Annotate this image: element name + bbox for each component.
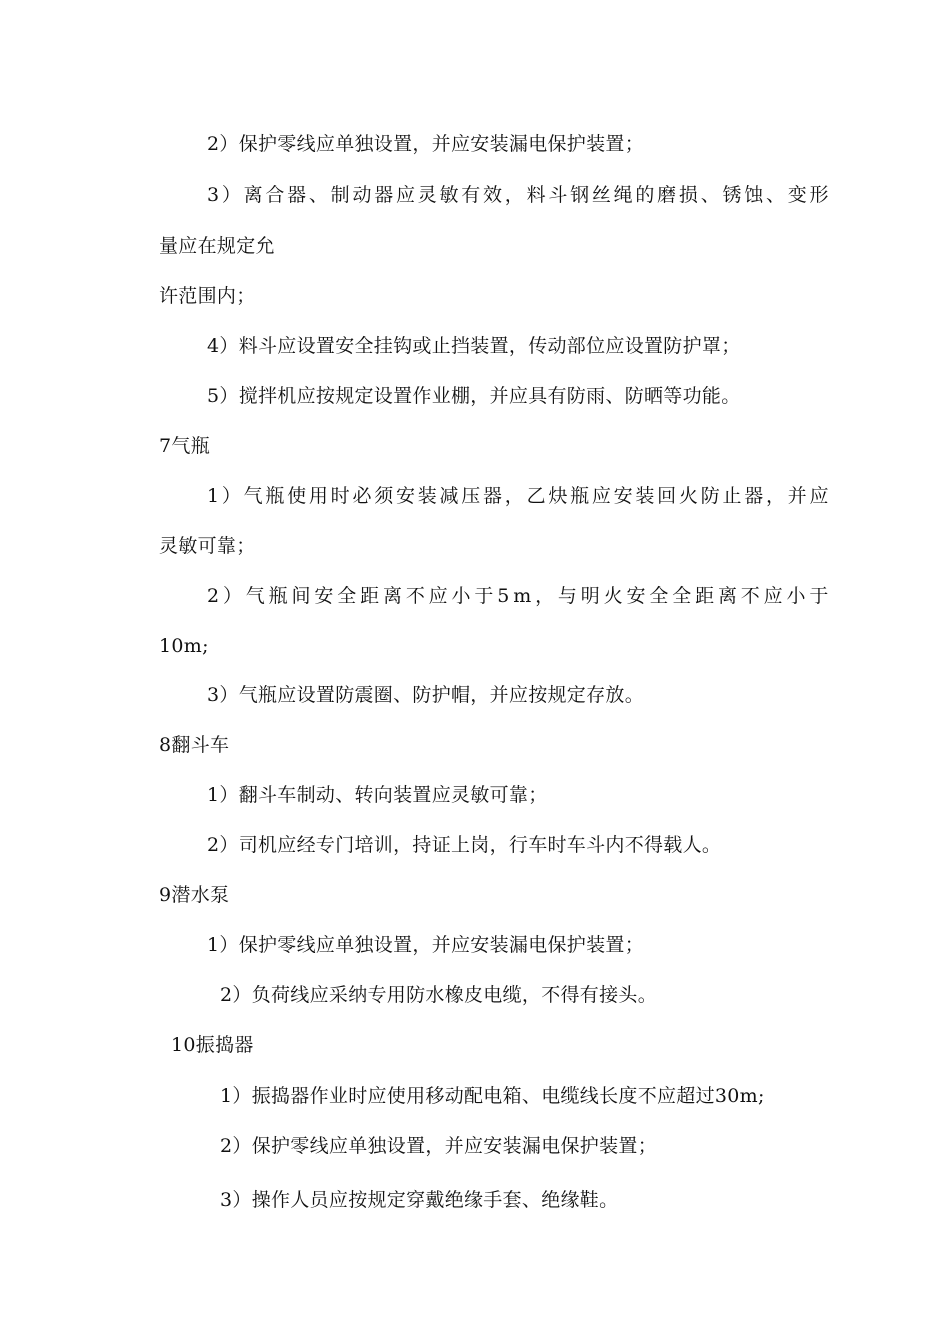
text-line: 1）保护零线应单独设置，并应安装漏电保护装置； (207, 934, 644, 956)
text-line: 5）搅拌机应按规定设置作业棚，并应具有防雨、防晒等功能。 (207, 385, 741, 407)
text-line: 10m; (159, 635, 209, 657)
text-line: 2）保护零线应单独设置，并应安装漏电保护装置； (220, 1135, 657, 1157)
text-line: 3）气瓶应设置防震圈、防护帽，并应按规定存放。 (207, 684, 644, 706)
section-heading: 10振捣器 (171, 1034, 254, 1056)
text-line: 2 ） 气 瓶 间 安 全 距 离 不 应 小 于 5 m ， 与 明 火 安 全 全 距 离 不 应 小 于 (207, 585, 829, 607)
text-line: 2）司机应经专门培训，持证上岗，行车时车斗内不得载人。 (207, 834, 722, 856)
text-line: 2）保护零线应单独设置，并应安装漏电保护装置； (207, 133, 644, 155)
section-heading: 8翻斗车 (159, 734, 230, 756)
text-line: 1）振捣器作业时应使用移动配电箱、电缆线长度不应超过30m; (220, 1085, 765, 1107)
text-line: 量应在规定允 (159, 235, 275, 257)
section-heading: 9潜水泵 (159, 884, 230, 906)
text-line: 3 ） 离 合 器 、 制 动 器 应 灵 敏 有 效 ， 料 斗 钢 丝 绳 的 磨 损 、 锈 蚀 、 变 形 (207, 184, 829, 206)
text-line: 2）负荷线应采纳专用防水橡皮电缆，不得有接头。 (220, 984, 657, 1006)
text-line: 1）翻斗车制动、转向装置应灵敏可靠； (207, 784, 548, 806)
text-line: 4）料斗应设置安全挂钩或止挡装置，传动部位应设置防护罩； (207, 335, 741, 357)
text-line: 3）操作人员应按规定穿戴绝缘手套、绝缘鞋。 (220, 1189, 619, 1211)
text-line: 灵敏可靠； (159, 535, 256, 557)
text-line: 许范围内； (159, 285, 256, 307)
text-line: 1 ） 气 瓶 使 用 时 必 须 安 装 减 压 器 ， 乙 炔 瓶 应 安 装 回 火 防 止 器 ， 并 应 (207, 485, 829, 507)
section-heading: 7气瓶 (159, 435, 210, 457)
